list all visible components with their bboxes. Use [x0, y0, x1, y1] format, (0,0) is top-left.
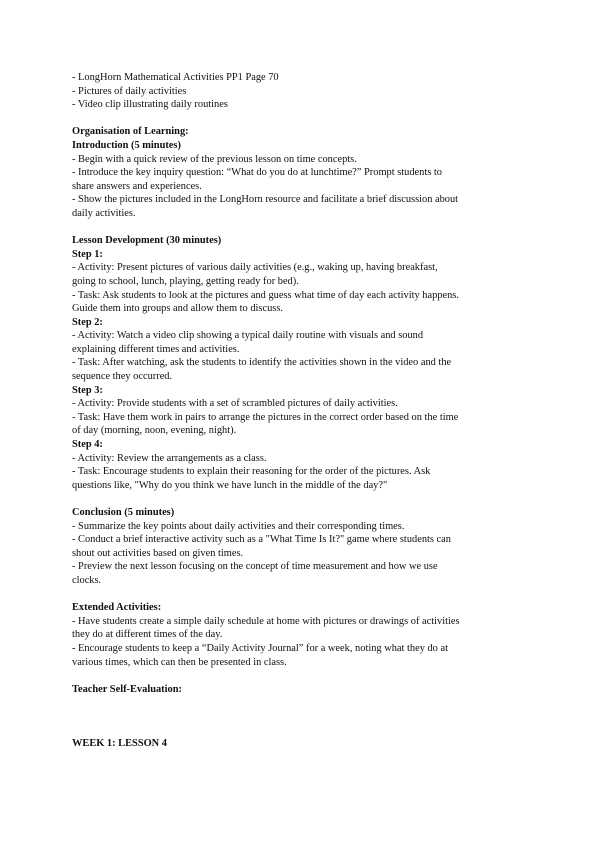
conclusion-line: - Preview the next lesson focusing on the concept of time measurement and how we use: [72, 561, 438, 573]
extended-line: they do at different times of the day.: [72, 629, 223, 641]
step-line: going to school, lunch, playing, getting ready for bed).: [72, 275, 299, 287]
development-heading: Lesson Development (30 minutes): [72, 235, 222, 247]
next-lesson-heading: WEEK 1: LESSON 4: [72, 737, 167, 749]
step-line: - Activity: Review the arrangements as a class.: [72, 452, 267, 464]
resources-list: [72, 71, 524, 112]
step-line: - Task: Encourage students to explain their reasoning for the order of the pictures. Ask: [72, 466, 431, 478]
organisation-heading: Organisation of Learning:: [72, 126, 189, 138]
step-title: Step 2:: [72, 316, 103, 328]
step-line: - Task: Have them work in pairs to arrange the pictures in the correct order based on the time: [72, 411, 459, 423]
step-line: Guide them into groups and allow them to discuss.: [72, 303, 283, 315]
conclusion-section: [72, 506, 524, 588]
conclusion-line: - Conduct a brief interactive activity such as a "What Time Is It?" game where students can: [72, 534, 451, 546]
introduction-line: - Begin with a quick review of the previous lesson on time concepts.: [72, 153, 357, 165]
lesson-development-section: [72, 234, 524, 492]
introduction-line: - Introduce the key inquiry question: “What do you do at lunchtime?” Prompt students to: [72, 167, 442, 179]
step-line: - Activity: Watch a video clip showing a typical daily routine with visuals and sound: [72, 330, 424, 342]
conclusion-heading: Conclusion (5 minutes): [72, 507, 175, 518]
step-line: of day (morning, noon, evening, night).: [72, 425, 237, 437]
extended-line: - Have students create a simple daily schedule at home with pictures or drawings of activities: [72, 615, 460, 627]
conclusion-line: clocks.: [72, 574, 102, 586]
conclusion-line: shout out activities based on given times.: [72, 547, 244, 559]
self-evaluation-heading: Teacher Self-Evaluation:: [72, 683, 182, 695]
resource-item: - Pictures of daily activities: [72, 85, 187, 97]
resource-item: - Video clip illustrating daily routines: [72, 99, 228, 111]
step-title: Step 4:: [72, 439, 103, 451]
step-title: Step 3:: [72, 384, 103, 396]
introduction-line: daily activities.: [72, 207, 136, 219]
introduction-line: share answers and experiences.: [72, 180, 202, 192]
extended-heading: Extended Activities:: [72, 602, 162, 614]
introduction-section: [72, 139, 524, 221]
step-line: - Task: Ask students to look at the pictures and guess what time of day each activity happens.: [72, 289, 459, 301]
step-line: - Activity: Provide students with a set of scrambled pictures of daily activities.: [72, 398, 398, 410]
step-line: sequence they occurred.: [72, 371, 173, 383]
step-line: - Activity: Present pictures of various daily activities (e.g., waking up, having breakfast,: [72, 262, 438, 274]
lesson-plan-content: [72, 71, 524, 751]
resource-item: - LongHorn Mathematical Activities PP1 Page 70: [72, 72, 279, 83]
extended-line: - Encourage students to keep a “Daily Activity Journal” for a week, noting what they do at: [72, 642, 448, 654]
conclusion-line: - Summarize the key points about daily activities and their corresponding times.: [72, 520, 405, 532]
extended-activities-section: [72, 601, 524, 669]
introduction-heading: Introduction (5 minutes): [72, 139, 181, 151]
step-line: explaining different times and activities.: [72, 343, 240, 355]
step-line: - Task: After watching, ask the students to identify the activities shown in the video and the: [72, 357, 452, 369]
step-title: Step 1:: [72, 248, 103, 260]
introduction-line: - Show the pictures included in the LongHorn resource and facilitate a brief discussion about: [72, 194, 459, 206]
extended-line: various times, which can then be presented in class.: [72, 656, 287, 668]
step-line: questions like, "Why do you think we have lunch in the middle of the day?": [72, 479, 388, 491]
